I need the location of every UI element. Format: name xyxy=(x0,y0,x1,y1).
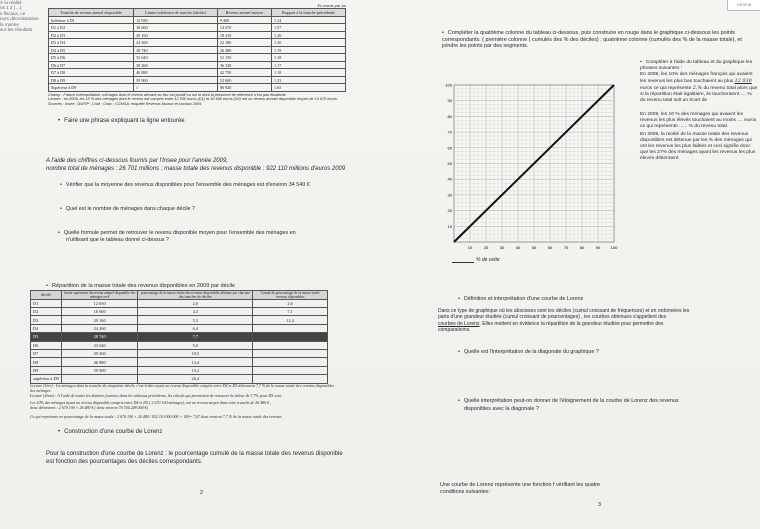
lorenz-definition xyxy=(438,308,756,334)
topleft-line: la manne xyxy=(0,21,19,27)
construction-title xyxy=(58,429,162,436)
cell[interactable]: 7,1 xyxy=(253,307,328,315)
table-row xyxy=(49,84,346,92)
top-table-header: Rapport à la tranche précédente xyxy=(271,9,345,17)
cell: 12 030 xyxy=(61,299,138,307)
calc-2: donc détiennent : 2 670 100 × 26 480 € ( donc environ 70 704 248 000 €) xyxy=(30,405,148,411)
table-row xyxy=(31,324,328,332)
lorenz-d3-text: . Elles mettent en évidence la répartition de la grandeur étudiée pour permettre des xyxy=(479,320,664,327)
x-tick-label: 80 xyxy=(579,245,585,250)
cell: 86 920 xyxy=(217,84,271,92)
cell: 46 880 xyxy=(134,69,218,77)
x-tick-label: 20 xyxy=(483,245,489,250)
handwritten-answer: 12 030 xyxy=(734,78,752,84)
cell: 7,7 xyxy=(138,333,253,341)
cell: 59 900 xyxy=(61,366,138,374)
cell: D8 à D9 xyxy=(49,76,134,84)
cell: 9,0 xyxy=(138,341,253,349)
q-formule-line2: n'utilisant que le tableau donné ci-dessus ? xyxy=(66,237,169,243)
cell: D1 xyxy=(31,299,62,307)
cell: 26 480 xyxy=(217,46,271,54)
cell: D3 à D4 xyxy=(49,39,134,47)
lecture-1: Lecture (1ère) : les ménages dans la tranche du cinquième décile, c'est-à-dire ayant un revenu disponible compris entre D4 et D5 détiennent 7,7 % de la masse totale des revenus disponibles des ménages. xyxy=(30,383,334,393)
cell: 24 260 xyxy=(134,39,218,47)
right-p2c-text: du revenu total alors que si la répartition était égalitaire, ils toucheraient .... % du revenu total soit un écart de xyxy=(640,86,758,103)
handwritten-pct: 2,% xyxy=(692,85,703,91)
table-row xyxy=(49,31,346,39)
top-table xyxy=(48,8,346,92)
q-complete-text: Compléter la quatrième colonne du tableau ci-dessous, puis construire en rouge dans le graphique ci-dessous les points correspondants. ( première colonne ( cumulés des % des déciles) ; quatrième colonne (cumulés des % de la masse totale), et joindre les points par des segments. xyxy=(442,30,742,50)
cell: 12 030 xyxy=(134,16,218,24)
y-tick-label: 20 xyxy=(447,208,452,214)
lorenz-def-text: Définition et interprétation d'une courbe de Lorenz xyxy=(463,296,584,302)
lorenz-d2: parts d'une grandeur étudiée (cumul croissant de pourcentages) , les courbes obtenues s'appellent des xyxy=(438,314,667,321)
cell: 28 740 xyxy=(61,333,138,341)
cell: 33 640 xyxy=(134,54,218,62)
cell: 1.26 xyxy=(271,31,345,39)
cell[interactable] xyxy=(253,349,328,357)
chart-x-underline xyxy=(452,262,474,263)
top-table-header: Revenu annuel moyen xyxy=(217,9,271,17)
cell: 5,3 xyxy=(138,316,253,324)
calc-1: Les 10% des ménages ayant un revenu disponible compris entre D4 et D5 ( 2 670 100 ménages), ont un revenu moyen dans cette tranche de 26 480 € , xyxy=(30,400,272,406)
q-ecart-line2: disponibles avec la diagonale ? xyxy=(464,406,539,412)
page-number-right: 3 xyxy=(598,502,601,508)
cell[interactable] xyxy=(253,358,328,366)
y-tick-label: 10 xyxy=(447,223,452,229)
cell[interactable] xyxy=(253,375,328,383)
cell: Supérieur à D9 xyxy=(49,84,134,92)
cell: 14 670 xyxy=(217,24,271,32)
cell: 39 260 xyxy=(134,61,218,69)
x-tick-label: 100 xyxy=(610,245,618,250)
table-row xyxy=(49,16,346,24)
cell: 1.65 xyxy=(271,84,345,92)
q-verif-text: Vérifier que la moyenne des revenus disponibles pour l'ensemble des ménages est d'environ 34 540 € xyxy=(65,182,310,188)
table-row xyxy=(31,341,328,349)
lecture-2: Lecture (2ème) : A l'aide de toutes les données fournies dans les tableaux précédents, les calculs qui permettent de retrouver la valeur de 7,7% pour D5 sont : xyxy=(30,392,284,398)
cell: supérieur à D9 xyxy=(31,375,62,383)
top-table-header: Limite inférieure de tranche (décile) xyxy=(134,9,218,17)
cell[interactable]: 2,6 xyxy=(253,299,328,307)
bottom-table xyxy=(30,290,328,384)
bottom-table-title-text: Répartition de la masse totale des revenus disponibles en 2009 par décile xyxy=(51,283,236,289)
q-ligne-entouree xyxy=(58,118,185,125)
x-tick-label: 90 xyxy=(595,245,601,250)
cell: D1 à D2 xyxy=(49,24,134,32)
topleft-line: sur les résultats xyxy=(0,27,33,33)
cell: D2 xyxy=(31,307,62,315)
top-table-block xyxy=(48,3,346,106)
cell[interactable] xyxy=(253,341,328,349)
table-row xyxy=(49,69,346,77)
cell: 36 330 xyxy=(217,61,271,69)
right-p4: En 2009, la moitié de la masse totale des revenus disponibles est détenue par les % des ménages qui ont les revenus les plus faibles et ceci signifie donc que les 27% des ménages ayant les revenus les plus élevés détiennent xyxy=(640,132,756,161)
calc-3: Ce qui représente en pourcentage de la masse totale : 2 670 100 × 26 480 / 922 110 000 000 × 100= 7,67 donc environ 7,7 % de la masse totale des revenus xyxy=(30,413,282,419)
cell: 1.18 xyxy=(271,69,345,77)
cell: D6 à D7 xyxy=(49,61,134,69)
cell: 1.19 xyxy=(271,46,345,54)
intro-totals: nombre total de ménages : 26 701 millions ; masse totale des revenus disponible : 922 110 millions d'euros 2009 xyxy=(46,166,346,172)
table-row-highlighted xyxy=(31,333,328,341)
topleft-line: ns 1 2 (…) xyxy=(0,5,22,11)
cell: // xyxy=(134,84,218,92)
cell: 2,6 xyxy=(138,299,253,307)
q-formule xyxy=(58,230,296,237)
top-table-source: Sources : Insee ; DGFiP ; Cnaf ; Cnav ; CCMSA, enquête Revenus fiscaux et sociaux 2009. xyxy=(48,101,203,106)
cell: 1.24 xyxy=(271,16,345,24)
q-diagonale xyxy=(458,349,599,356)
cell: 9 400 xyxy=(217,16,271,24)
cell: D6 xyxy=(31,341,62,349)
lorenz-term: courbes de Lorenz xyxy=(438,320,480,327)
q-verifier-moyenne xyxy=(60,182,310,189)
y-tick-label: 60 xyxy=(447,145,452,151)
cell: 15,2 xyxy=(138,366,253,374)
cell xyxy=(61,375,138,383)
y-tick-label: 80 xyxy=(447,113,452,119)
x-tick-label: 50 xyxy=(531,245,537,250)
bottom-table-header: pourcentage de la masse totale des revenus disponibles détenue par chacune des tranches de déciles xyxy=(138,290,253,299)
right-side-text xyxy=(640,60,758,162)
bottom-table-block xyxy=(30,283,328,384)
q-diag-text: Quelle est l'interprétation de la diagonale du graphique ? xyxy=(463,349,599,355)
y-tick-label: 50 xyxy=(447,161,452,166)
cell: D5 à D6 xyxy=(49,54,134,62)
cell: D5 xyxy=(31,333,62,341)
chart-y-ticks xyxy=(445,83,452,229)
cell: 4,3 xyxy=(138,307,253,315)
x-tick-label: 40 xyxy=(515,245,521,250)
lorenz-d4: comparaisons. xyxy=(438,327,471,334)
table-row xyxy=(31,358,328,366)
cell: 1.57 xyxy=(271,24,345,32)
table-row xyxy=(31,349,328,357)
cell: D9 xyxy=(31,366,62,374)
bottom-table-title xyxy=(46,283,328,290)
chart-x-ticks xyxy=(468,245,618,250)
cell: D4 xyxy=(31,324,62,332)
cell: 12,4 xyxy=(138,358,253,366)
lorenz-d1: Dans ce type de graphique où les abscisses sont les déciles (cumul croissant de fréquences) et en ordonnées les xyxy=(438,308,690,314)
cell: 6,4 xyxy=(138,324,253,332)
right-p1 xyxy=(640,60,758,72)
cell: D2 à D3 xyxy=(49,31,134,39)
table-row xyxy=(49,39,346,47)
cell[interactable] xyxy=(253,333,328,341)
construction-text-1: Pour la construction d'une courbe de Lorenz : le pourcentage cumulé de la masse totale des revenus disponible xyxy=(46,451,343,457)
cell: 1.23 xyxy=(271,76,345,84)
table-row xyxy=(31,307,328,315)
cell: 18 410 xyxy=(217,31,271,39)
cell: 1.20 xyxy=(271,39,345,47)
q-formule-text: Quelle formule permet de retrouver le revenu disponible moyen pour l'ensemble des ménages en xyxy=(63,230,296,236)
cell: 24 260 xyxy=(61,324,138,332)
table-row xyxy=(31,299,328,307)
right-p3: En 2009, les 10 % des ménages qui avaient les revenus les plus élevés touchaient au moins .... euros ce qui représente ...... % du revenu total. xyxy=(640,112,757,129)
top-table-note: Champ : France métropolitaine, ménages dont le revenu déclaré au fisc est positif ou nul et dont la personne de référence n'est pas étudiante. xyxy=(48,92,287,97)
cell[interactable] xyxy=(253,366,328,374)
bottom-table-header: Cumul du pourcentage de la masse totale revenus disponibles xyxy=(253,290,328,299)
x-tick-label: 10 xyxy=(467,245,473,250)
cell: 1.18 xyxy=(271,54,345,62)
q-ligne-text: Faire une phrase expliquant la ligne entourée xyxy=(64,118,185,124)
q-ecart-text: Quelle interprétation peut-on donner de l'éloignement de la courbe de Lorenz des revenus xyxy=(463,398,679,404)
right-p1-text: Compléter à l'aide du tableau et du graphique les phrases suivantes : xyxy=(640,60,753,71)
table-row xyxy=(31,375,328,383)
x-tick-label: 70 xyxy=(563,245,569,250)
cell: 20 160 xyxy=(61,316,138,324)
fonction-text-2: conditions suivantes : xyxy=(440,489,492,495)
cell: 20 160 xyxy=(134,31,218,39)
cell: 52 600 xyxy=(217,76,271,84)
fonction-text: Une courbe de Lorenz représente une fonction f vérifiant les quatre xyxy=(440,482,601,488)
cell[interactable]: 12,4 xyxy=(253,316,328,324)
construction-title-text: Construction d'une courbe de Lorenz xyxy=(64,429,163,435)
cell: D8 xyxy=(31,358,62,366)
q-ecart xyxy=(458,398,758,405)
cell: D4 à D5 xyxy=(49,46,134,54)
cell: 10,5 xyxy=(138,349,253,357)
topleft-strip xyxy=(0,0,46,38)
right-p2b-text: euros ce qui représente xyxy=(640,86,692,91)
q-complete-column xyxy=(442,30,742,50)
cell: 39 260 xyxy=(61,349,138,357)
cell: 28 740 xyxy=(134,46,218,54)
table-row xyxy=(31,366,328,374)
cell: D3 xyxy=(31,316,62,324)
table-row xyxy=(49,24,346,32)
right-p2-text: En 2009, les 10% des ménages français qui avaient les revenus les plus bas touchaient au plus xyxy=(640,72,753,84)
table-row xyxy=(49,54,346,62)
construction-text-2: est fonction des pourcentages des déciles correspondants. xyxy=(46,459,203,465)
y-tick-label: 30 xyxy=(447,192,452,198)
topleft-line: eurs décroissantes xyxy=(0,16,39,22)
cell: 42 750 xyxy=(217,69,271,77)
y-tick-label: 100 xyxy=(445,83,452,88)
page-number-left: 2 xyxy=(200,490,203,496)
table-row xyxy=(49,61,346,69)
bottom-table-header: limite supérieure du revenu annuel disponible des ménages en € xyxy=(61,290,138,299)
table-row xyxy=(31,316,328,324)
corner-tab[interactable]: comma xyxy=(727,0,760,11)
q-nombre-menages xyxy=(60,206,195,213)
q-nombre-text: Quel est le nombre de ménages dans chaque décile ? xyxy=(65,206,196,212)
lorenz-definition-title xyxy=(458,296,583,303)
top-table-header: Tranche de revenu annuel disponible xyxy=(49,9,134,17)
cell: 1.17 xyxy=(271,61,345,69)
cell: 33 640 xyxy=(61,341,138,349)
bottom-table-header: décile xyxy=(31,290,62,299)
cell: Inférieur à D1 xyxy=(49,16,134,24)
cell: 31 150 xyxy=(217,54,271,62)
cell: D7 à D8 xyxy=(49,69,134,77)
cell: 16 660 xyxy=(134,24,218,32)
cell: D7 xyxy=(31,349,62,357)
table-row xyxy=(49,46,346,54)
chart-x-label: % de cette xyxy=(476,257,500,263)
topleft-line: s fiscaux, ce xyxy=(0,10,26,16)
y-tick-label: 90 xyxy=(447,98,452,104)
x-tick-label: 60 xyxy=(547,245,553,250)
top-table-right-header: En euros par an xyxy=(317,3,346,8)
bottom-table-notes xyxy=(30,384,340,420)
intro-insee: A l'aide des chiffres ci-dessous fournis par l'Insee pour l'année 2009, xyxy=(46,158,228,164)
table-row xyxy=(49,76,346,84)
cell: 46 880 xyxy=(61,358,138,366)
y-tick-label: 70 xyxy=(447,129,452,135)
cell: 59 900 xyxy=(134,76,218,84)
top-table-note: Lecture : en 2009, les 10 % des ménages dont le revenu est compris entre 12 030 euros (D1) et 16 660 euros (D2) ont un revenu annuel disponible moyen de 14 670 euros. xyxy=(48,97,338,102)
cell: 22 180 xyxy=(217,39,271,47)
cell: 26,4 xyxy=(138,375,253,383)
x-tick-label: 30 xyxy=(499,245,505,250)
right-p2 xyxy=(640,72,758,104)
y-tick-label: 40 xyxy=(447,176,452,182)
lorenz-chart xyxy=(444,83,624,258)
cell[interactable] xyxy=(253,324,328,332)
cell: 16 660 xyxy=(61,307,138,315)
topleft-line: À la réalité xyxy=(0,0,22,5)
